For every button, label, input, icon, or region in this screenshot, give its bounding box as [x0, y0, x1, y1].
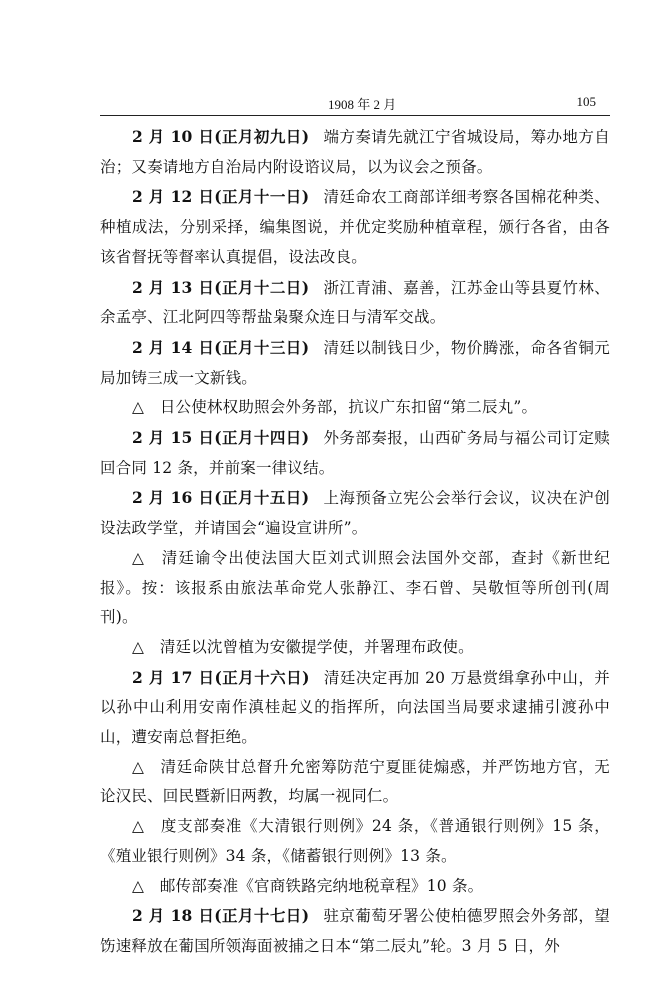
entry-feb-10: [100, 122, 610, 182]
entry-text: 上海预备立宪公会举行会议，议决在沪创设法政学堂，并请国会“遍设宣讲所”。: [100, 489, 610, 538]
entry-date: 2 月 16 日(正月十五日): [132, 488, 310, 508]
entry-date: 2 月 18 日(正月十七日): [132, 906, 310, 926]
entry-text: △ 清廷命陕甘总督升允密筹防范宁夏匪徒煽惑，并严饬地方官，无论汉民、回民暨新旧两教，均属一视同仁。: [100, 757, 610, 806]
entry-text: 清廷以制钱日少，物价腾涨，命各省铜元局加铸三成一文新钱。: [100, 338, 610, 387]
entry-feb-17-note-2: [100, 812, 610, 871]
entry-feb-17: [100, 663, 610, 753]
entry-feb-14-note: [100, 393, 610, 423]
entry-date: 2 月 13 日(正月十二日): [132, 277, 310, 297]
page-number: 105: [576, 94, 596, 109]
entry-text: △ 邮传部奏准《官商铁路完纳地税章程》10 条。: [132, 876, 484, 895]
page-header: [100, 90, 610, 116]
entry-text: △ 日公使林权助照会外务部，抗议广东扣留“第二辰丸”。: [132, 398, 538, 417]
entry-feb-13: [100, 273, 610, 333]
entry-feb-16-note-1: [100, 544, 610, 633]
entry-feb-16-note-2: [100, 633, 610, 663]
entry-date: 2 月 14 日(正月十三日): [132, 337, 310, 357]
entry-date: 2 月 15 日(正月十四日): [132, 428, 310, 448]
entry-feb-15: [100, 423, 610, 483]
entry-text: 浙江青浦、嘉善，江苏金山等县夏竹林、余孟亭、江北阿四等帮盐枭聚众连日与清军交战。: [100, 278, 610, 327]
header-rule: [100, 115, 610, 116]
entry-text: 外务部奏报，山西矿务局与福公司订定赎回合同 12 条，并前案一律议结。: [100, 429, 610, 477]
chronicle-text: [100, 122, 610, 962]
entry-feb-12: [100, 182, 610, 272]
entry-feb-14: [100, 333, 610, 393]
entry-text: △ 清廷谕令出使法国大臣刘式训照会法国外交部，查封《新世纪报》。按：该报系由旅法革命党人张静江、李石曾、吴敬恒等所创刊(周刊)。: [100, 548, 610, 627]
entry-date: 2 月 12 日(正月十一日): [132, 187, 310, 207]
entry-date: 2 月 10 日(正月初九日): [132, 127, 310, 146]
entry-text: 端方奏请先就江宁省城设局，筹办地方自治；又奏请地方自治局内附设谘议局，以为议会之预备。: [100, 128, 610, 176]
entry-feb-18: [100, 901, 610, 961]
entry-date: 2 月 17 日(正月十六日): [132, 667, 310, 687]
entry-feb-17-note-3: [100, 872, 610, 902]
entry-text: 清廷命农工商部详细考察各国棉花种类、种植成法，分别采择，编集图说，并优定奖励种植章程，颁行各省，由各该省督抚等督率认真提倡，设法改良。: [100, 188, 610, 266]
entry-feb-17-note-1: [100, 753, 610, 812]
entry-text: △ 清廷以沈曾植为安徽提学使，并署理布政使。: [132, 637, 474, 656]
entry-feb-16: [100, 483, 610, 543]
entry-text: 清廷决定再加 20 万悬赏缉拿孙中山，并以孙中山利用安南作滇桂起义的指挥所，向法国当局要求逮捕引渡孙中山，遭安南总督拒绝。: [100, 668, 610, 747]
running-title: 1908 年 2 月: [328, 97, 397, 112]
entry-text: △ 度支部奏准《大清银行则例》24 条，《普通银行则例》15 条，《殖业银行则例》34 条，《储蓄银行则例》13 条。: [100, 817, 610, 865]
entry-text: 驻京葡萄牙署公使柏德罗照会外务部，望饬速释放在葡国所领海面被捕之日本“第二辰丸”轮。3 月 5 日，外: [100, 907, 610, 955]
